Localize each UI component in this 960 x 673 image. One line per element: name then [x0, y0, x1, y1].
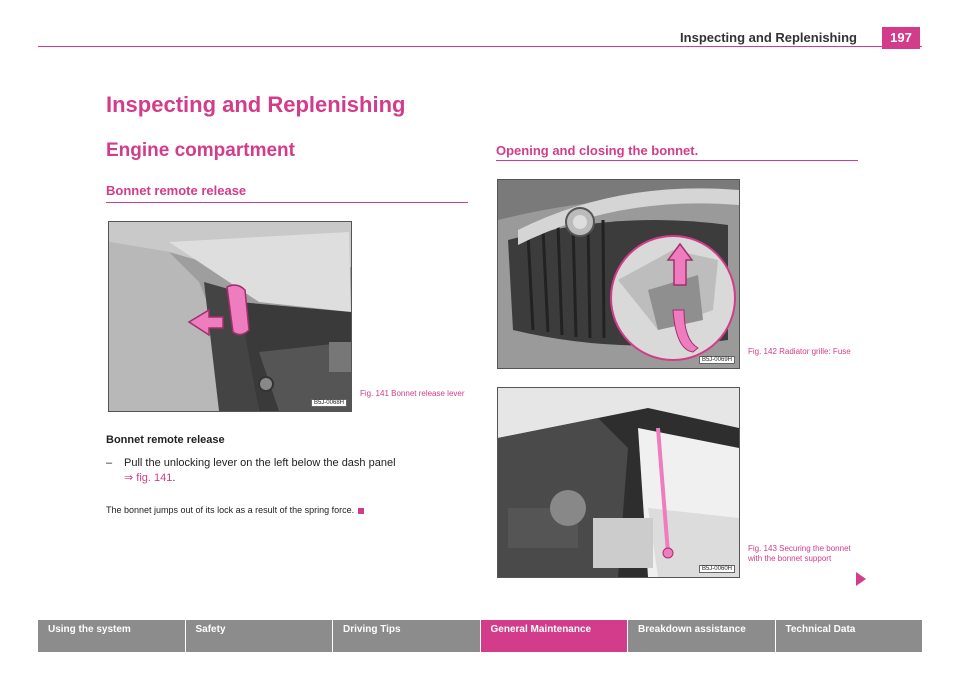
radiator-grille-illustration — [498, 180, 739, 368]
figure-bonnet-release-lever — [108, 221, 352, 412]
tab-safety[interactable]: Safety — [186, 620, 334, 652]
running-header-title: Inspecting and Replenishing — [680, 30, 857, 45]
tab-driving-tips[interactable]: Driving Tips — [333, 620, 481, 652]
note-text: The bonnet jumps out of its lock as a result of the spring force. — [106, 505, 364, 515]
footer-nav-tabs — [38, 620, 922, 652]
figure-reference-link[interactable]: ⇒ fig. 141. — [124, 472, 176, 484]
figure-radiator-grille — [497, 179, 740, 369]
next-page-arrow-icon[interactable] — [856, 572, 866, 586]
figure-caption-142: Fig. 142 Radiator grille: Fuse — [748, 347, 851, 356]
instruction-text: Pull the unlocking lever on the left below the dash panel — [124, 457, 396, 469]
figure-code: B5J-0069H — [699, 356, 735, 364]
instruction-step: – Pull the unlocking lever on the left below the dash panel — [106, 457, 396, 469]
subheading-bonnet-release: Bonnet remote release — [106, 183, 247, 198]
tab-breakdown-assistance[interactable]: Breakdown assistance — [628, 620, 776, 652]
figure-caption-141: Fig. 141 Bonnet release lever — [360, 389, 465, 398]
page-number: 197 — [882, 27, 920, 49]
tab-general-maintenance[interactable]: General Maintenance — [481, 620, 629, 652]
bonnet-support-illustration — [498, 388, 739, 577]
bonnet-lever-illustration — [109, 222, 351, 411]
section-end-mark — [358, 508, 364, 514]
figure-bonnet-support — [497, 387, 740, 578]
figure-code: B5J-0060H — [699, 565, 735, 573]
section-title: Engine compartment — [106, 140, 295, 161]
tab-technical-data[interactable]: Technical Data — [776, 620, 923, 652]
header-divider — [38, 46, 922, 47]
figure-caption-143: Fig. 143 Securing the bonnet with the bonnet support — [748, 544, 851, 563]
tab-using-the-system[interactable]: Using the system — [38, 620, 186, 652]
chapter-title: Inspecting and Replenishing — [106, 92, 406, 117]
figure-code: B5J-0068H — [311, 399, 347, 407]
subheading-divider — [496, 160, 858, 161]
body-heading: Bonnet remote release — [106, 434, 225, 446]
subheading-opening-bonnet: Opening and closing the bonnet. — [496, 143, 699, 158]
subheading-divider — [106, 202, 468, 203]
